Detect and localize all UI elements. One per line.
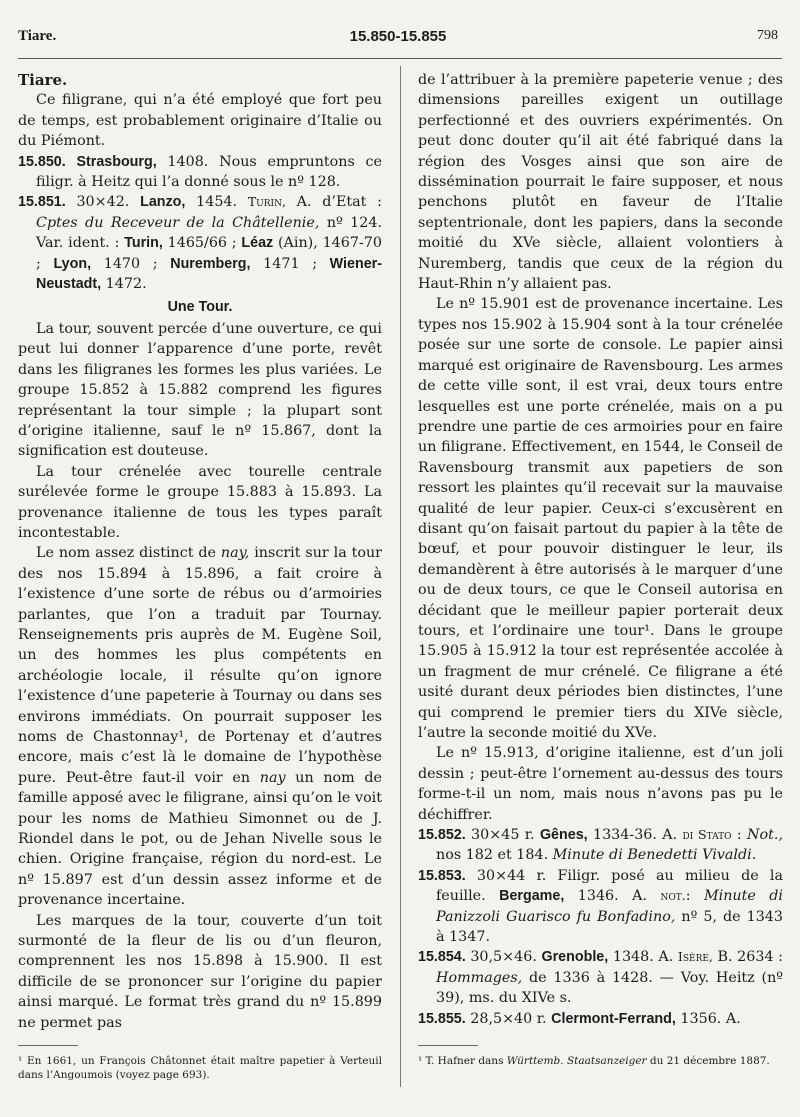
header-rule: [18, 58, 782, 59]
tiare-intro: Ce filigrane, qui n’a été employé que fort peu de temps, est probablement originaire d’Italie ou du Piémont.: [18, 92, 382, 150]
page-number: 798: [757, 28, 778, 43]
entry-15852: 15.852. 30×45 r. Gênes, 1334-36. A. di Stato : Not., nos 182 et 184. Minute di Benedetti Vivaldi.: [418, 827, 783, 864]
footnote-rule-right: [418, 1045, 478, 1046]
running-head-range: 15.850-15.855: [349, 28, 447, 45]
entry-15853: 15.853. 30×44 r. Filigr. posé au milieu de la feuille. Bergame, 1346. A. not.: Minute di Panizzoli Guarisco fu Bonfadino, nº 5, de 1343 à 1347.: [418, 867, 783, 946]
entry-15855: 15.855. 28,5×40 r. Clermont-Ferrand, 1356. A.: [418, 1010, 741, 1027]
tour-paragraph-2: La tour crénelée avec tourelle centrale surélevée forme le groupe 15.883 à 15.893. La provenance italienne de tous les types paraît incontestable.: [18, 463, 382, 541]
column-separator: [400, 66, 401, 1087]
right-paragraph-3: Le nº 15.913, d’origine italienne, est d’un joli dessin ; peut-être l’ornement au-dessus des tours forme-t-il un nom, mais nous n’avons pas pu le déchiffrer.: [418, 745, 783, 823]
footnote-right: ¹ T. Hafner dans Württemb. Staatsanzeiger du 21 décembre 1887.: [418, 1055, 770, 1067]
footnote-left: ¹ En 1661, un François Châtonnet était maître papetier à Verteuil dans l’Angoumois (voyez page 693).: [18, 1055, 382, 1081]
tour-paragraph-1: La tour, souvent percée d’une ouverture, ce qui peut lui donner l’apparence d’une porte, revêt dans les filigranes les formes les plus variées. Le groupe 15.852 à 15.882 comprend les figures représentant la tour simple ; la plupart sont d’origine italienne, sauf le nº 15.867, dont la signification est douteuse.: [18, 320, 382, 460]
right-column: [418, 70, 783, 1029]
tour-paragraph-3: Le nom assez distinct de nay, inscrit sur la tour des nos 15.894 à 15.896, a fait croire à l’existence d’une sorte de rébus ou d’armoiries parlantes, que l’on a traduit par Tournay. Renseignements pris auprès de M. Eugène Soil, un des hommes les plus compétents en archéologie locale, il résulte qu’on ignore l’existence d’une papeterie à Tournay ou dans ses environs immédiats. On pourrait supposer les noms de Chastonnay¹, de Portenay et d’autres encore, mais c’est là le domaine de l’hypothèse pure. Peut-être faut-il voir en nay un nom de famille apposé avec le filigrane, ainsi qu’on le voit pour les noms de Mathieu Simonnet ou de J. Riondel dans le pot, ou de Jehan Nivelle sous le chien. Origine française, région du nord-est. Le nº 15.897 est d’un dessin assez informe et de provenance incertaine.: [18, 545, 383, 909]
entry-15854: 15.854. 30,5×46. Grenoble, 1348. A. Isère, B. 2634 : Hommages, de 1336 à 1428. — Voy. Heitz (nº 39), ms. du XIVe s.: [418, 949, 783, 1007]
tour-paragraph-4: Les marques de la tour, couverte d’un toit surmonté de la fleur de lis ou d’un fleuron, comprennent les nos 15.898 à 15.900. Il est difficile de se prononcer sur l’origine du papier ainsi marqué. Le format très grand du nº 15.899 ne permet pas: [18, 912, 382, 1031]
right-paragraph-2: Le nº 15.901 est de provenance incertaine. Les types nos 15.902 à 15.904 sont à la tour crénelée posée sur une sorte de console. Le papier ainsi marqué est originaire de Ravensbourg. Les armes de cette ville sont, il est vrai, deux tours entre lesquelles est une porte crénelée, mais on a pu prendre une partie de ces armoiries pour en faire un filigrane. Effectivement, en 1544, le Conseil de Ravensbourg transmit aux papetiers de son ressort les plaintes qu’il recevait sur la mauvaise qualité de leur papier. Ceux-ci s’excusèrent en disant qu’on faisait partout du papier à la tête de bœuf, et pour pouvoir distinguer le leur, ils demandèrent à être autorisés à le marquer d’une ou de deux tours, ce que le Conseil autorisa en décidant que le meilleur papier porterait deux tours, et l’ordinaire une tour¹. Dans le groupe 15.905 à 15.912 la tour est représentée accolée à un fragment de mur crénelé. Ce filigrane a été usité durant deux périodes bien distinctes, l’une qui comprend le premier tiers du XIVe siècle, l’autre la seconde moitié du XVe.: [418, 296, 783, 741]
right-paragraph-1: de l’attribuer à la première papeterie venue ; des dimensions pareilles exigent un outillage perfectionné et des ouvriers expérimentés. On peut donc douter qu’il ait été fabriqué dans la région des Vosges ainsi que son aire de dissémination pourrait le faire supposer, et nous penchons plutôt en faveur de l’Italie septentrionale, dont les papiers, dans la seconde moitié du XVe siècle, allaient volontiers à Nuremberg, tandis que ceux de la région du Haut-Rhin n’y allaient pas.: [418, 72, 783, 293]
page-header: [18, 28, 778, 52]
footnote-rule-left: [18, 1045, 78, 1046]
entry-15850: 15.850. Strasbourg, 1408. Nous empruntons ce filigr. à Heitz qui l’a donné sous le nº 128.: [18, 153, 383, 191]
subsection-title-tour: Une Tour.: [167, 299, 233, 316]
running-head-left: Tiare.: [18, 28, 57, 44]
entry-15851: 15.851. 30×42. Lanzo, 1454. Turin, A. d’Etat : Cptes du Receveur de la Châtellenie, nº 124. Var. ident. : Turin, 1465/66 ; Léaz (Ain), 1467-70 ; Lyon, 1470 ; Nuremberg, 1471 ; Wiener-Neustadt, 1472.: [18, 194, 383, 293]
section-title-tiare: Tiare.: [18, 71, 68, 89]
left-column: [18, 70, 382, 1033]
